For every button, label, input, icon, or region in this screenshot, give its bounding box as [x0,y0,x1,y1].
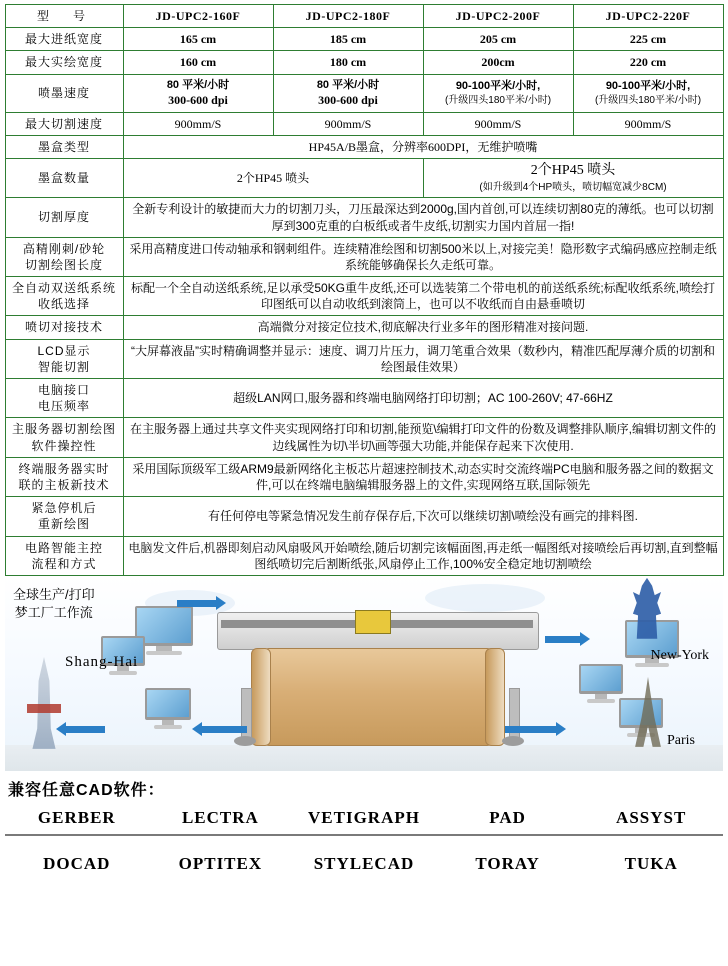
table-row [5,158,723,197]
cell-cut-thickness: 全新专利设计的敏捷而大力的切割刀头，刀压最深达到2000g,国内首创,可以连续切割80克的薄纸。也可以切割厚到300克重的白板纸或者牛皮纸,切割实力国内首屈一指! [123,198,723,237]
cell-cut-speed-180: 900mm/S [273,112,423,135]
cell-auto-feed-system: 标配一个全自动送纸系统,足以承受50KG重牛皮纸,还可以选装第二个带电机的前送纸系统;标配收纸系统,喷绘打印图纸可以自动收纸到滚筒上，也可以不收纸而自由悬垂喷切 [123,277,723,316]
header-label-cell: 型 号 [5,5,123,28]
monitor-screen [579,664,623,694]
monitor-right-mid [579,664,623,703]
row-label-lcd-line1: LCD显示 [37,343,91,358]
header-model-220f: JD-UPC2-220F [573,5,723,28]
header-model-180f: JD-UPC2-180F [273,5,423,28]
ink-speed-160-line1: 80 平米/小时 [166,78,230,91]
row-label-control-flow-line2: 流程和方式 [31,556,97,571]
ink-speed-200-line2: (升级四头180平米/小时) [444,94,552,106]
cell-max-feed-200: 205 cm [423,28,573,51]
cell-control-flow: 电脑发文件后,机器即刻启动风扇吸风开始喷绘,随后切割完该幅面图,再走纸一幅图纸对接喷绘后再切割,直到整幅图纸喷切完后割断纸张,风扇停止工作,100%安全稳定地切割喷绘 [123,536,723,575]
row-label-control-flow-line1: 电路智能主控 [24,540,103,555]
row-label-ink-speed: 喷墨速度 [5,74,123,112]
cell-max-feed-180: 185 cm [273,28,423,51]
cad-pad: PAD [489,807,526,827]
row-label-emergency-resume-line2: 重新绘图 [37,517,90,532]
illustration-caption [13,586,95,622]
table-row [5,418,723,457]
printer-foot-left [234,736,256,746]
monitor-base [154,725,183,729]
row-label-pc-interface-line1: 电脑接口 [37,383,90,398]
cell-cartridge-type: HP45A/B墨盒，分辨率600DPI，无维护喷嘴 [123,135,723,158]
table-row [5,339,723,378]
ink-speed-160-line2: 300-600 dpi [168,93,228,108]
row-label-max-plot-width: 最大实绘宽度 [5,51,123,74]
cell-cut-speed-220: 900mm/S [573,112,723,135]
paper-roll-end-right [485,648,505,746]
cell-server-software: 在主服务器上通过共享文件夹实现网络打印和切割,能预览\编辑打印文件的份数及调整排队顺序,编辑切割文件的边线属性为切\半切\画等强大功能,并能保存起来下次使用. [123,418,723,457]
table-row [5,51,723,74]
illustration-caption-line2: 梦工厂工作流 [14,605,93,621]
table-header-row [5,5,723,28]
table-row [5,316,723,339]
row-label-cartridge-type: 墨盒类型 [5,135,123,158]
flow-arrow-right-upper [545,636,581,643]
table-row [5,536,723,575]
row-label-terminal-board [5,457,123,496]
row-label-pc-interface-line2: 电压频率 [37,399,90,414]
table-row [5,135,723,158]
row-label-terminal-board-line2: 联的主板新技术 [18,477,110,492]
cell-ink-speed-180 [273,74,423,112]
header-model-160f: JD-UPC2-160F [123,5,273,28]
cloud-shape [425,584,545,612]
cad-toray: TORAY [475,853,540,873]
row-label-control-flow [5,536,123,575]
table-row [5,28,723,51]
monitor-screen [145,688,191,720]
cell-print-cut-alignment: 高端微分对接定位技术,彻底解决行业多年的图形精准对接问题. [123,316,723,339]
row-label-auto-feed-line2: 收纸选择 [37,297,90,312]
table-row [5,277,723,316]
cad-divider [5,835,723,848]
cad-assyst: ASSYST [616,807,687,827]
row-label-auto-feed-system [5,277,123,316]
cad-lectra: LECTRA [181,807,259,827]
printer-foot-right [502,736,524,746]
cell-cut-speed-200: 900mm/S [423,112,573,135]
cad-software-table [5,802,723,880]
row-label-print-cut-alignment: 喷切对接技术 [5,316,123,339]
rocket-band [27,704,61,713]
cad-divider-line [5,835,723,848]
flow-arrow-right [177,600,217,607]
row-label-lcd-line2: 智能切割 [37,359,90,374]
ink-speed-180-line2: 300-600 dpi [318,93,378,108]
row-label-cut-plot-length [5,237,123,276]
cad-vetigraph: VETIGRAPH [308,807,420,827]
spec-sheet-page [0,4,728,966]
cad-stylecad: STYLECAD [313,853,415,873]
ink-speed-200-line1: 90-100平米/小时, [455,79,541,92]
cell-ink-speed-160 [123,74,273,112]
cell-max-feed-220: 225 cm [573,28,723,51]
monitor-base [146,651,182,655]
row-label-cartridge-count: 墨盒数量 [5,158,123,197]
printer-leg-right [509,688,520,742]
cell-max-plot-220: 220 cm [573,51,723,74]
cad-gerber: GERBER [37,807,116,827]
cell-emergency-resume: 有任何停电等紧急情况发生前存保存后,下次可以继续切割\喷绘没有画完的排料图. [123,497,723,536]
ground-strip [5,745,723,771]
cell-lcd-display: “大屏幕液晶”实时精确调整并显示：速度、调刀片压力，调刀笔重合效果（数秒内，精准匹配厚薄介质的切割和绘图最佳效果） [123,339,723,378]
monitor-base [587,699,614,703]
table-row [5,74,723,112]
workflow-illustration [5,576,723,771]
cad-row-1 [5,802,723,835]
table-row [5,379,723,418]
cell-max-plot-160: 160 cm [123,51,273,74]
cad-optitex: OPTITEX [178,853,263,873]
row-label-server-software [5,418,123,457]
flow-arrow-right-lower [505,726,557,733]
cell-ink-speed-200 [423,74,573,112]
city-label-newyork: New-York [650,647,709,663]
cell-cartridge-count-left: 2个HP45 喷头 [123,158,423,197]
cell-terminal-board: 采用国际顶级军工级ARM9最新网络化主板芯片超速控制技术,动态实时交流终端PC电脑和服务器之间的数据文件,可以在终端电脑编辑服务器上的文件,实现网络互联,国际领先 [123,457,723,496]
monitor-base [109,671,136,675]
specification-table [5,4,724,576]
cell-max-plot-200: 200cm [423,51,573,74]
row-label-cut-thickness: 切割厚度 [5,198,123,237]
row-label-emergency-resume [5,497,123,536]
row-label-max-cut-speed: 最大切割速度 [5,112,123,135]
row-label-emergency-resume-line1: 紧急停机后 [31,501,97,516]
cad-tuka: TUKA [624,853,678,873]
cad-compat-title: 兼容任意CAD软件： [8,781,165,799]
flow-arrow-left [201,726,247,733]
flow-arrow-left-rocket [65,726,105,733]
illustration-caption-line1: 全球生产/打印 [13,586,95,602]
monitor-shanghai-bottom [145,688,191,729]
row-label-max-feed-width: 最大进纸宽度 [5,28,123,51]
row-label-cut-plot-length-line2: 切割绘图长度 [24,257,103,272]
cell-cut-plot-length: 采用高精度进口传动轴承和钢刺组件。连续精准绘图和切割500米以上,对接完美！隐形数字式编码感应控制走纸系统能够确保长久走纸可靠。 [123,237,723,276]
cad-docad: DOCAD [43,853,111,873]
cell-max-feed-160: 165 cm [123,28,273,51]
row-label-pc-interface [5,379,123,418]
cell-pc-interface: 超级LAN网口,服务器和终端电脑网络打印切割；AC 100-260V; 47-66HZ [123,379,723,418]
ink-speed-220-line1: 90-100平米/小时, [605,79,691,92]
row-label-terminal-board-line1: 终端服务器实时 [18,461,110,476]
city-label-shanghai: Shang-Hai [65,653,139,670]
cartridge-count-right-line1: 2个HP45 喷头 [530,162,616,178]
cad-row-2 [5,848,723,880]
cartridge-count-right-line2: (如升级到4个HP喷头，喷切幅宽减少8CM) [479,181,667,193]
cell-ink-speed-220 [573,74,723,112]
city-label-paris: Paris [667,732,695,748]
table-row [5,112,723,135]
cell-cartridge-count-right [423,158,723,197]
table-row [5,497,723,536]
paper-roll [263,648,493,746]
cell-cut-speed-160: 900mm/S [123,112,273,135]
table-row [5,198,723,237]
header-model-200f: JD-UPC2-200F [423,5,573,28]
ink-speed-220-line2: (升级四头180平米/小时) [594,94,702,106]
paper-roll-end-left [251,648,271,746]
row-label-server-software-line1: 主服务器切割绘图 [11,422,116,437]
row-label-auto-feed-line1: 全自动双送纸系统 [11,281,116,296]
row-label-cut-plot-length-line1: 高精刚刺/砂轮 [22,241,106,256]
printer-leg-left [241,688,252,742]
table-row [5,237,723,276]
row-label-server-software-line2: 软件操控性 [31,438,97,453]
ink-speed-180-line1: 80 平米/小时 [316,78,380,91]
cell-max-plot-180: 180 cm [273,51,423,74]
table-row [5,457,723,496]
printer-head [355,610,391,634]
row-label-lcd-display [5,339,123,378]
